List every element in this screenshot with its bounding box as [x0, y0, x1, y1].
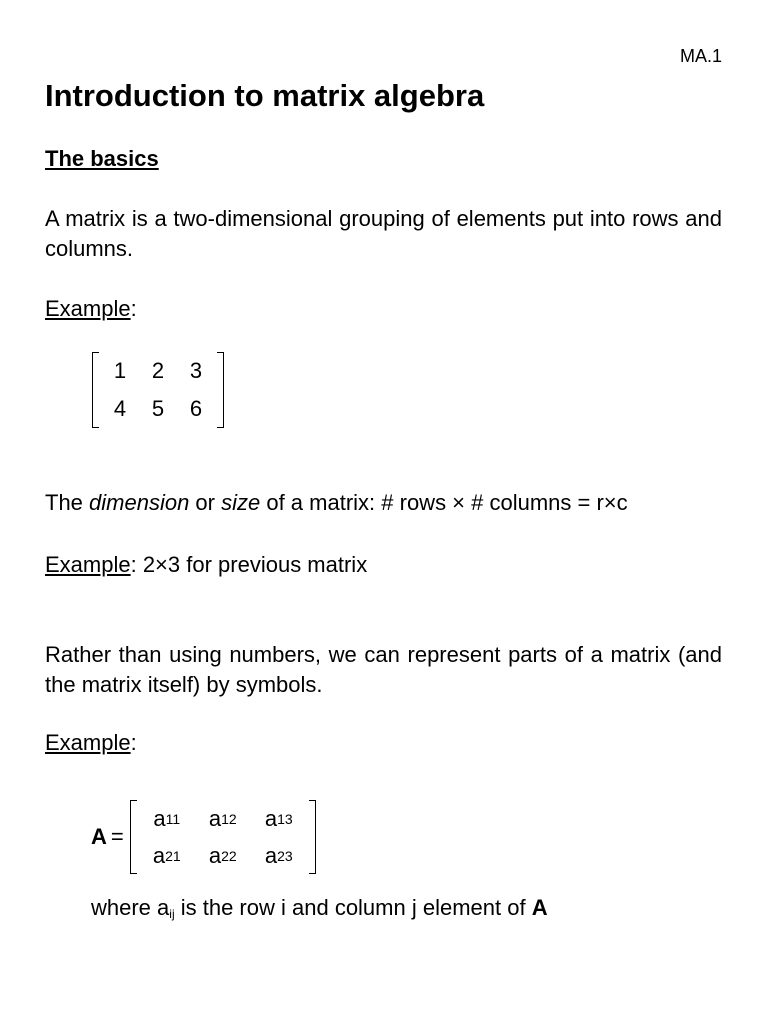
matrix-cell: 4: [113, 396, 127, 421]
matrix-cell: 6: [189, 396, 203, 421]
where-line: [91, 895, 548, 921]
where-bold-matrix-name: A: [531, 895, 548, 920]
section-heading: The basics: [45, 146, 159, 171]
symbolic-matrix-definition: [91, 800, 316, 874]
where-pre: where a: [91, 895, 170, 920]
matrix-cell: 1: [113, 358, 127, 383]
where-post: is the row i and column j element of: [174, 895, 532, 920]
numeric-matrix-grid: [99, 352, 217, 428]
page-number: MA.1: [679, 46, 722, 66]
matrix-cell: a 13: [264, 805, 293, 831]
symbolic-matrix: [130, 800, 316, 874]
dimension-post: of a matrix: # rows × # columns = r×c: [260, 490, 628, 515]
matrix-cell: 3: [189, 358, 203, 383]
dimension-mid: or: [189, 490, 222, 515]
example-label-1: [45, 296, 137, 322]
example-label-3: [45, 730, 137, 756]
intro-paragraph: A matrix is a two-dimensional grouping of elements put into rows and columns.: [45, 206, 722, 261]
symbolic-matrix-grid: [137, 800, 309, 874]
where-subscript: ij: [169, 907, 175, 921]
equals-sign: =: [110, 824, 124, 849]
example-label-text: Example: [45, 552, 131, 577]
colon: :: [130, 730, 137, 755]
dimension-pre: The: [45, 490, 90, 515]
right-bracket: [309, 800, 316, 874]
matrix-cell: a 12: [208, 805, 237, 831]
matrix-name: A: [91, 824, 107, 849]
matrix-cell: a 23: [264, 842, 293, 868]
matrix-cell: a 11: [153, 805, 181, 831]
dimension-line: [45, 490, 628, 516]
example-label-text: Example: [45, 296, 131, 321]
matrix-cell: 2: [151, 358, 165, 383]
right-bracket: [217, 352, 224, 428]
page-title: Introduction to matrix algebra: [45, 78, 485, 113]
example-label-text: Example: [45, 730, 131, 755]
matrix-cell: a 21: [152, 842, 181, 868]
dimension-term: dimension: [89, 490, 190, 515]
left-bracket: [130, 800, 137, 874]
colon: :: [130, 296, 137, 321]
left-bracket: [92, 352, 99, 428]
matrix-cell: a 22: [208, 842, 237, 868]
numeric-matrix: [92, 352, 224, 428]
example-2-text: : 2×3 for previous matrix: [130, 552, 368, 577]
size-term: size: [221, 490, 261, 515]
symbols-paragraph: Rather than using numbers, we can represent parts of a matrix (and the matrix itself) by symbols.: [45, 642, 722, 697]
matrix-cell: 5: [151, 396, 165, 421]
example-2: [45, 552, 367, 578]
